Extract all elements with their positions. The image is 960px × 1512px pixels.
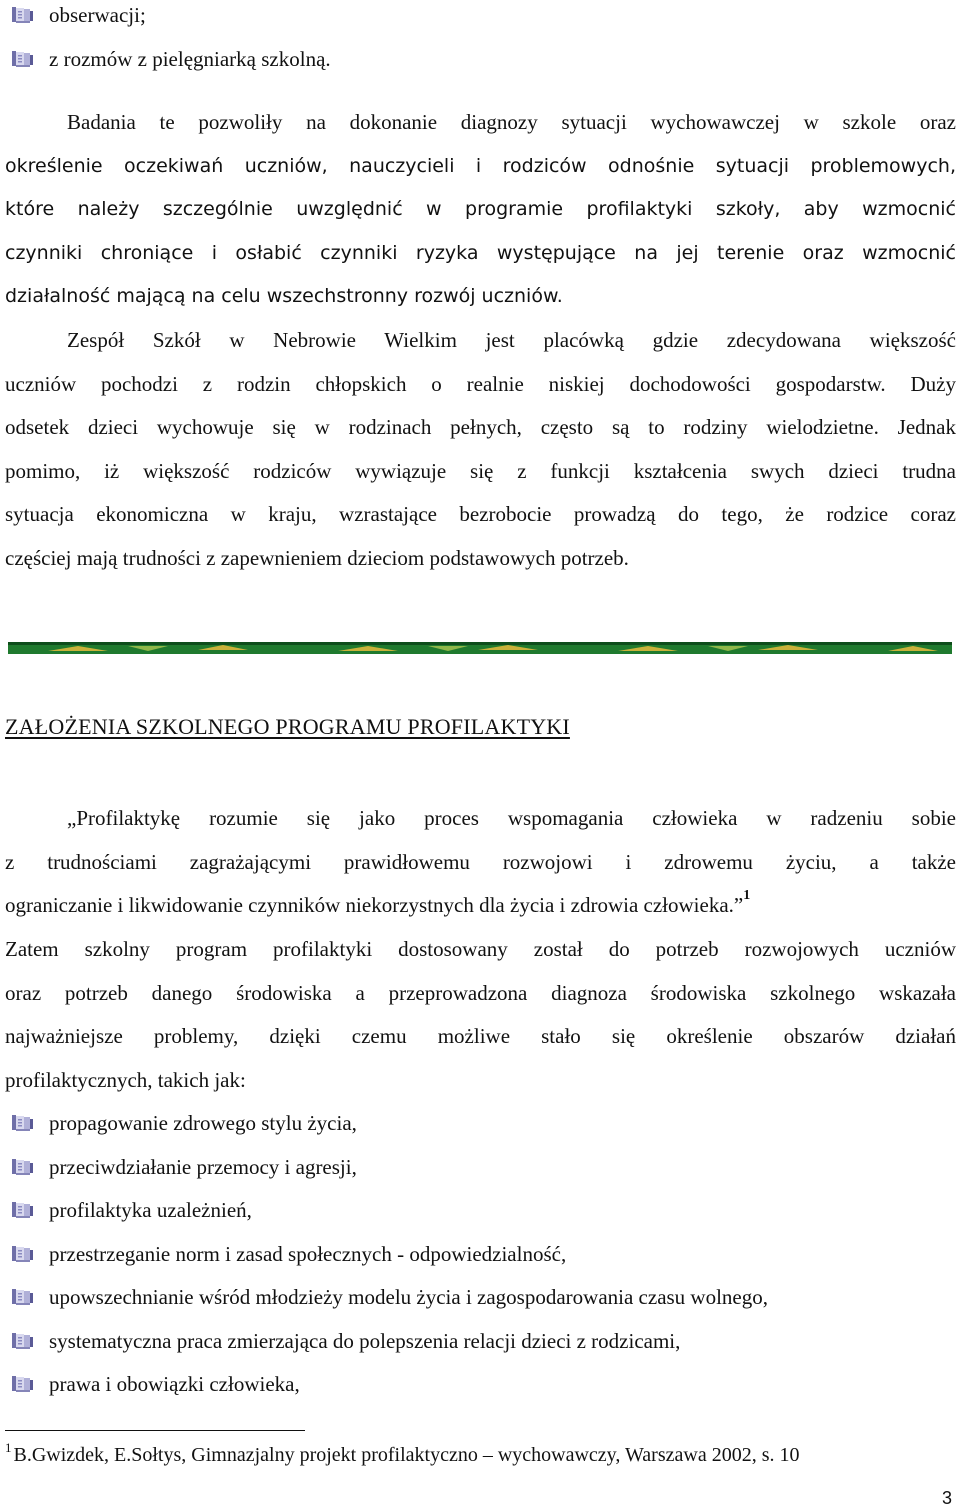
school-context-paragraph	[5, 319, 956, 580]
list-item-text: obserwacji;	[49, 3, 146, 27]
paragraph-line: pomimo, iż większość rodziców wywiązuje się z funkcji kształcenia swych dzieci trudna	[5, 458, 956, 483]
program-scope-paragraph	[5, 928, 956, 1102]
list-item-text: z rozmów z pielęgniarką szkolną.	[49, 46, 331, 71]
list-item	[0, 1102, 960, 1146]
paragraph-line	[5, 884, 956, 928]
prevention-definition-quote	[5, 797, 956, 928]
book-bullet-icon	[12, 1115, 34, 1132]
paragraph-line: odsetek dzieci wychowuje się w rodzinach pełnych, często są to rodziny wielodzietne. Jednak	[5, 415, 956, 439]
decorative-divider	[8, 642, 952, 654]
paragraph-line: Zespół Szkół w Nebrowie Wielkim jest placówką gdzie zdecydowana większość	[67, 328, 956, 352]
footnote-text: B.Gwizdek, E.Sołtys, Gimnazjalny projekt profilaktyczno – wychowawczy, Warszawa 2002, s. 10	[13, 1444, 800, 1466]
list-item-text: przeciwdziałanie przemocy i agresji,	[49, 1154, 357, 1179]
list-item	[0, 1276, 960, 1320]
diagnosis-paragraph	[5, 101, 956, 319]
paragraph-line: Zatem szkolny program profilaktyki dostosowany został do potrzeb rozwojowych uczniów	[5, 937, 956, 961]
list-item-text: prawa i obowiązki człowieka,	[49, 1372, 300, 1396]
paragraph-line: oraz potrzeb danego środowiska a przeprowadzona diagnoza środowiska szkolnego wskazała	[5, 980, 956, 1005]
paragraph-line: działalność mającą na celu wszechstronny rozwój uczniów.	[5, 285, 563, 307]
list-item-text: przestrzeganie norm i zasad społecznych - odpowiedzialność,	[49, 1241, 567, 1266]
list-item-text: upowszechnianie wśród młodzieży modelu życia i zagospodarowania czasu wolnego,	[49, 1285, 769, 1309]
list-item	[0, 1146, 960, 1190]
paragraph-line: z trudnościami zagrażającymi prawidłowemu rozwojowi i zdrowemu życiu, a także	[5, 849, 956, 874]
paragraph-line: Badania te pozwoliły na dokonanie diagnozy sytuacji wychowawczej w szkole oraz	[67, 110, 956, 134]
list-item-text: profilaktyka uzależnień,	[49, 1198, 252, 1222]
paragraph-line: które należy szczególnie uwzględnić w programie profilaktyki szkoły, aby wzmocnić	[5, 198, 956, 220]
book-bullet-icon	[12, 1159, 34, 1176]
section-heading: ZAŁOŻENIA SZKOLNEGO PROGRAMU PROFILAKTYKI	[5, 714, 570, 739]
paragraph-line: częściej mają trudności z zapewnieniem dzieciom podstawowych potrzeb.	[5, 545, 629, 570]
paragraph-line: określenie oczekiwań uczniów, nauczycieli i rodziców odnośnie sytuacji problemowych,	[5, 154, 956, 177]
prevention-areas-list	[0, 1102, 960, 1407]
footnote-reference: 1	[743, 888, 751, 903]
paragraph-line: uczniów pochodzi z rodzin chłopskich o realnie niskiej dochodowości gospodarstw. Duży	[5, 371, 956, 396]
list-item-text: systematyczna praca zmierzająca do polepszenia relacji dzieci z rodzicami,	[49, 1328, 681, 1353]
footnote-number: 1	[5, 1440, 12, 1455]
observation-list	[0, 0, 960, 81]
quote-end-text: ograniczanie i likwidowanie czynników niekorzystnych dla życia i zdrowia człowieka.”	[5, 893, 744, 917]
footnote	[5, 1440, 799, 1470]
list-item	[0, 38, 960, 82]
paragraph-line: „Profilaktykę rozumie się jako proces wspomagania człowieka w radzeniu sobie	[67, 806, 956, 830]
list-item	[0, 1363, 960, 1407]
book-bullet-icon	[12, 1202, 34, 1219]
paragraph-line: najważniejsze problemy, dzięki czemu możliwe stało się określenie obszarów działań	[5, 1024, 956, 1048]
list-item	[0, 1320, 960, 1364]
paragraph-line: sytuacja ekonomiczna w kraju, wzrastające bezrobocie prowadzą do tego, że rodzice coraz	[5, 502, 956, 526]
list-item-text: propagowanie zdrowego stylu życia,	[49, 1111, 357, 1135]
book-bullet-icon	[12, 51, 34, 68]
list-item	[0, 1233, 960, 1277]
list-item	[0, 1189, 960, 1233]
list-item	[0, 0, 960, 38]
book-bullet-icon	[12, 1376, 34, 1393]
paragraph-line: profilaktycznych, takich jak:	[5, 1067, 246, 1092]
page-number: 3	[941, 1488, 952, 1508]
book-bullet-icon	[12, 7, 34, 24]
book-bullet-icon	[12, 1289, 34, 1306]
book-bullet-icon	[12, 1246, 34, 1263]
footnote-separator	[5, 1430, 305, 1431]
book-bullet-icon	[12, 1333, 34, 1350]
paragraph-line: czynniki chroniące i osłabić czynniki ryzyka występujące na jej terenie oraz wzmocnić	[5, 241, 956, 264]
